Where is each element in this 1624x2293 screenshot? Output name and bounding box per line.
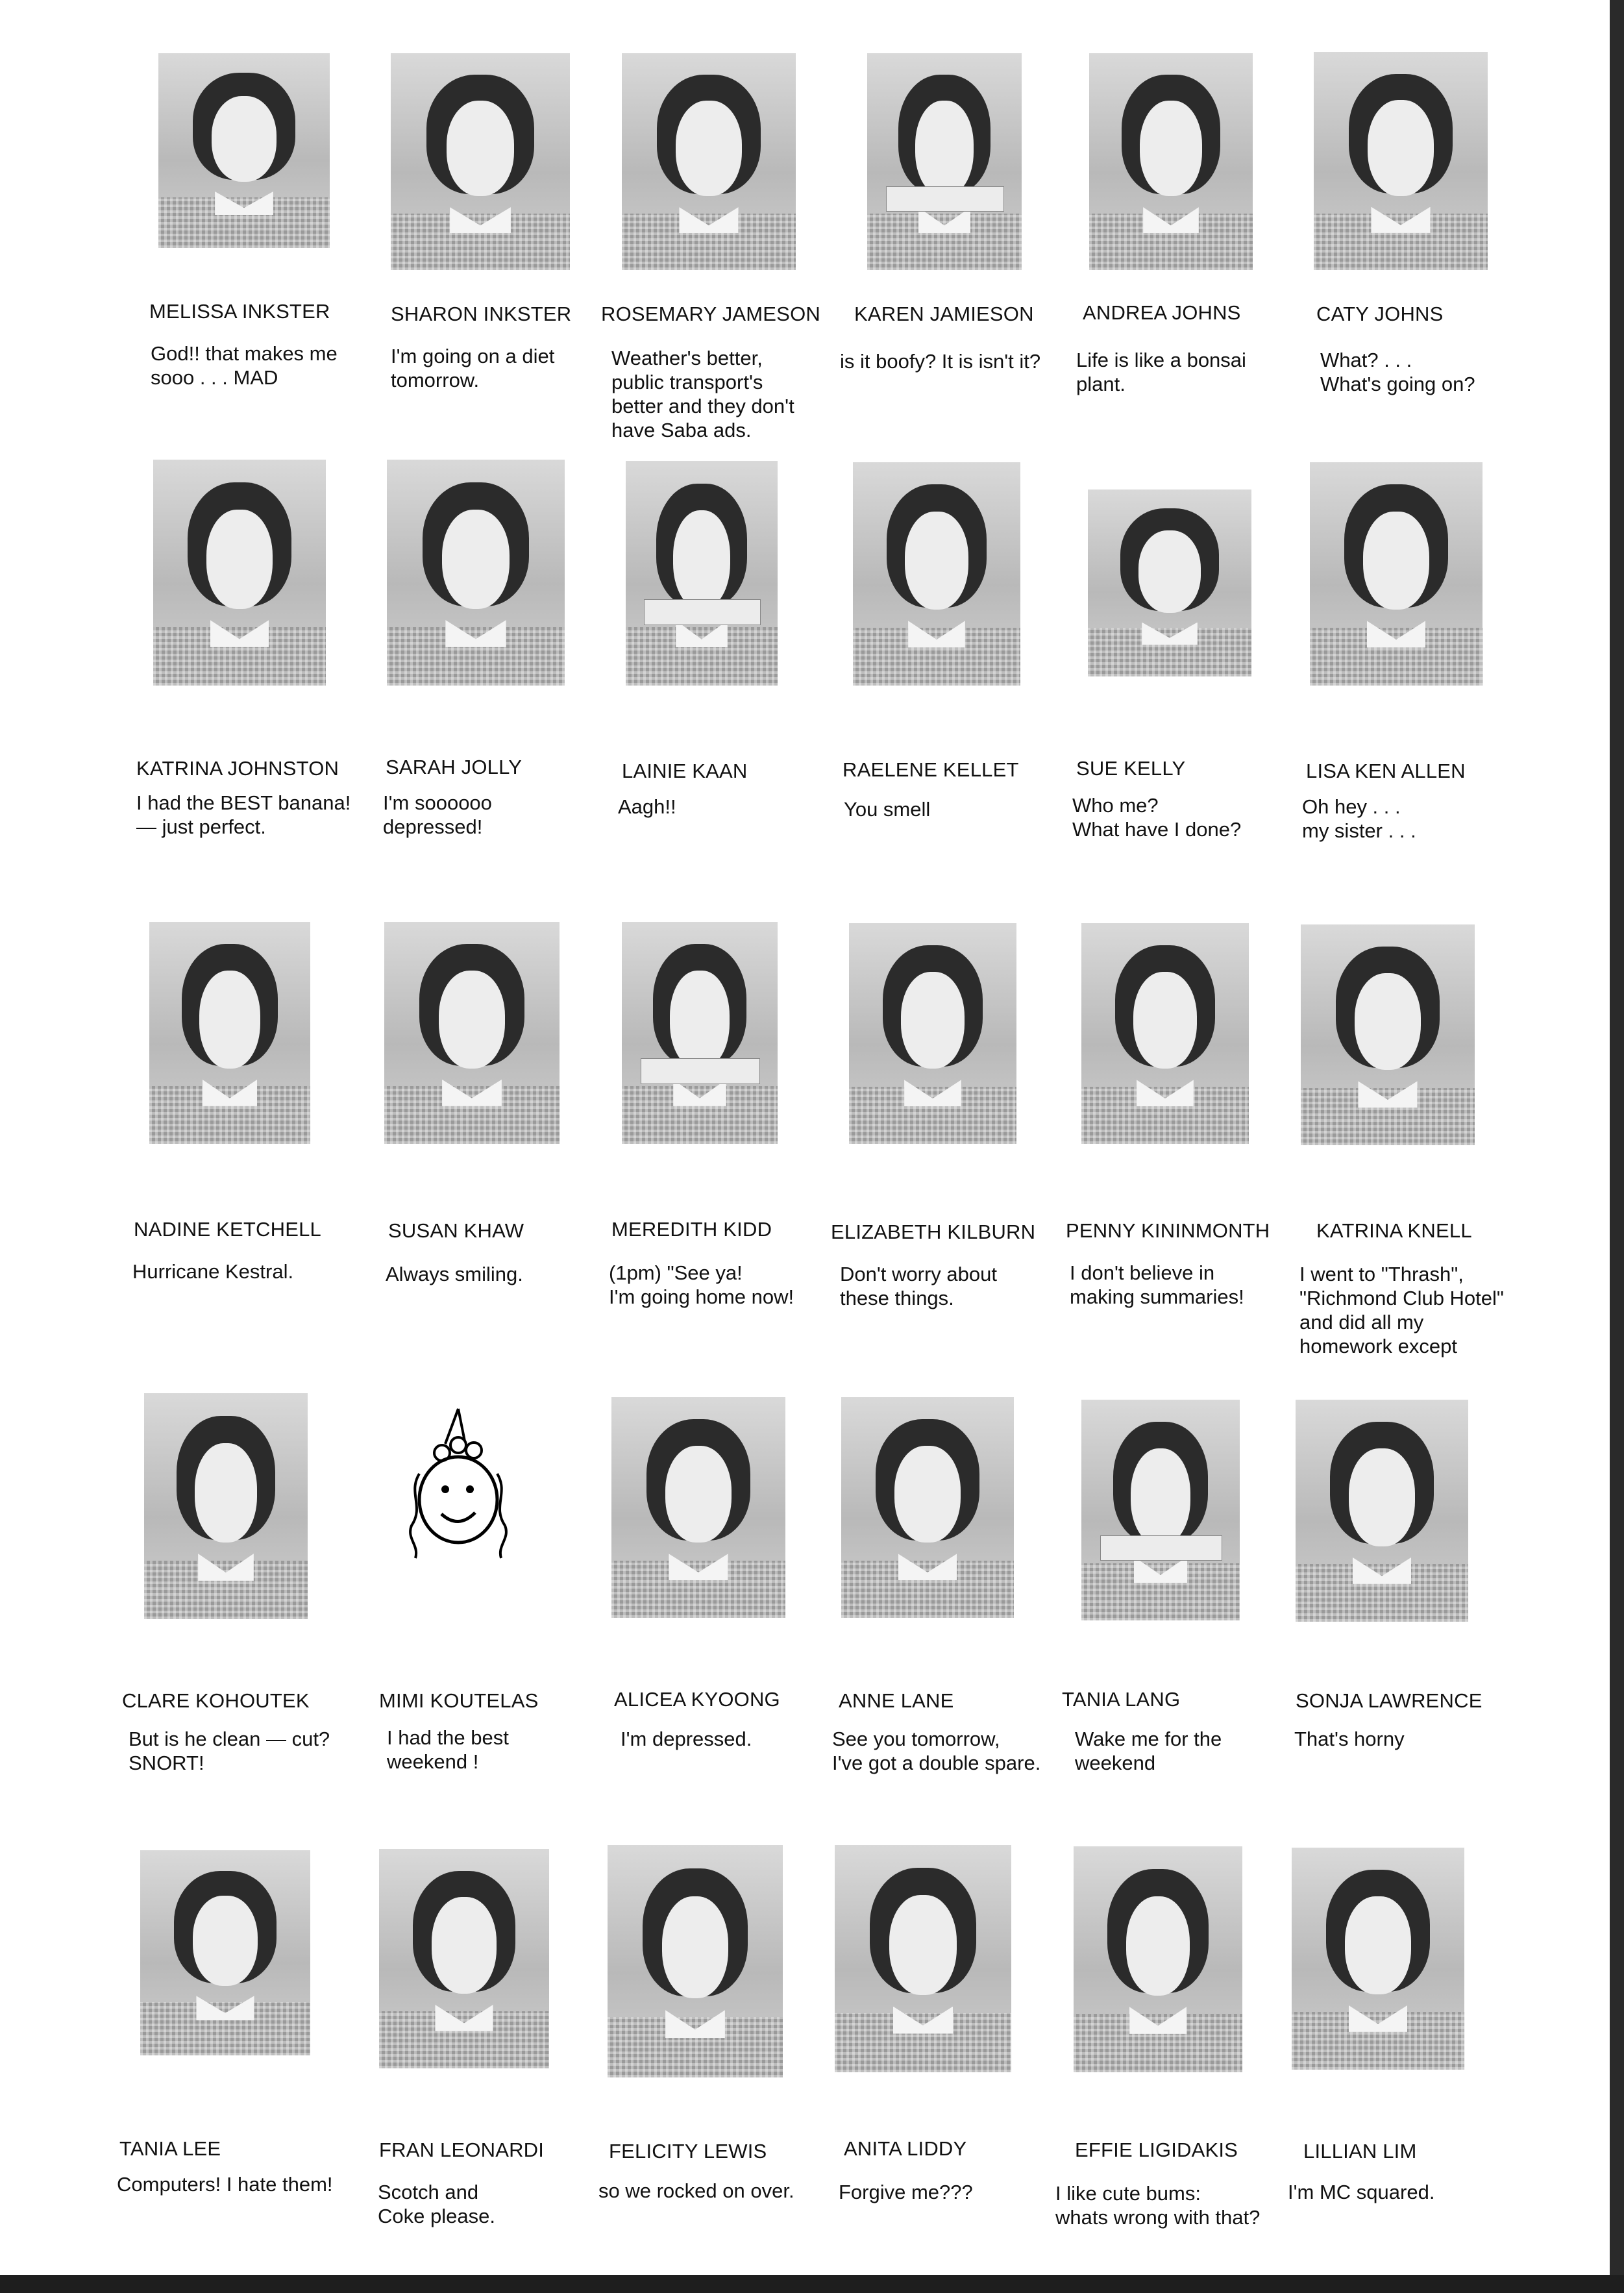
student-photo (626, 461, 778, 686)
student-name: SUE KELLY (1076, 757, 1186, 780)
student-photo (867, 53, 1022, 270)
student-name: FRAN LEONARDI (379, 2138, 545, 2161)
student-quote: Don't worry about these things. (840, 1263, 997, 1309)
student-quote: Hurricane Kestral. (132, 1260, 294, 1283)
student-name: SARAH JOLLY (386, 756, 523, 778)
student-quote: God!! that makes me sooo . . . MAD (151, 342, 338, 389)
student-quote: is it boofy? It is isn't it? (840, 350, 1041, 373)
student-name: TANIA LANG (1062, 1688, 1181, 1711)
student-quote: (1pm) "See ya! I'm going home now! (609, 1261, 794, 1308)
student-quote: Life is like a bonsai plant. (1076, 349, 1246, 395)
student-quote: I had the BEST banana! — just perfect. (136, 791, 351, 838)
student-quote: I went to "Thrash", "Richmond Club Hotel" and did all my homework except (1299, 1263, 1504, 1357)
student-quote: Always smiling. (386, 1263, 523, 1285)
student-name: FELICITY LEWIS (609, 2140, 767, 2163)
student-photo (158, 53, 330, 248)
student-name: MIMI KOUTELAS (379, 1689, 539, 1712)
student-name: PENNY KININMONTH (1066, 1219, 1270, 1242)
student-name: KAREN JAMIESON (854, 303, 1034, 325)
student-name: SUSAN KHAW (388, 1219, 524, 1242)
student-name: SONJA LAWRENCE (1296, 1689, 1483, 1712)
student-quote: I had the best weekend ! (387, 1726, 509, 1773)
student-name: RAELENE KELLET (843, 758, 1019, 781)
student-quote: I don't believe in making summaries! (1070, 1261, 1244, 1308)
student-name: MEREDITH KIDD (611, 1218, 772, 1241)
student-photo (1088, 490, 1251, 676)
student-photo (622, 922, 778, 1144)
student-name: EFFIE LIGIDAKIS (1075, 2138, 1238, 2161)
student-quote: What? . . . What's going on? (1320, 349, 1475, 395)
student-quote: I'm going on a diet tomorrow. (391, 345, 555, 391)
student-quote: I like cute bums: whats wrong with that? (1055, 2182, 1261, 2229)
student-photo (1081, 1400, 1240, 1620)
student-quote: Computers! I hate them! (117, 2173, 333, 2196)
student-photo (853, 462, 1020, 686)
student-photo (841, 1397, 1014, 1618)
student-photo (387, 460, 565, 686)
student-photo (608, 1845, 783, 2077)
student-quote: Who me? What have I done? (1072, 794, 1242, 841)
student-name: ANDREA JOHNS (1083, 301, 1241, 324)
smiley-face-drawing-icon (393, 1402, 523, 1574)
student-name: ROSEMARY JAMESON (601, 303, 820, 325)
student-photo (611, 1397, 785, 1618)
student-name: ANNE LANE (839, 1689, 954, 1712)
student-quote: Aagh!! (618, 795, 676, 818)
student-quote: That's horny (1294, 1728, 1405, 1750)
student-photo (1314, 52, 1488, 270)
student-name: SHARON INKSTER (391, 303, 572, 325)
student-photo (1296, 1400, 1468, 1622)
student-photo (849, 923, 1016, 1144)
student-quote: Wake me for the weekend (1075, 1728, 1222, 1774)
student-photo (1074, 1846, 1242, 2072)
student-name: CATY JOHNS (1316, 303, 1444, 325)
student-photo (391, 53, 570, 270)
page-bottom-edge (0, 2275, 1624, 2293)
student-quote: Weather's better, public transport's better and they don't have Saba ads. (611, 347, 794, 441)
student-quote: Oh hey . . . my sister . . . (1302, 795, 1416, 842)
student-name: ANITA LIDDY (844, 2137, 967, 2160)
student-name: LAINIE KAAN (622, 760, 748, 782)
student-name: TANIA LEE (119, 2137, 221, 2160)
student-photo (384, 922, 560, 1144)
student-name: MELISSA INKSTER (149, 300, 330, 323)
student-quote: so we rocked on over. (598, 2179, 794, 2202)
student-quote: You smell (844, 798, 931, 821)
student-photo (140, 1850, 310, 2055)
student-name: ELIZABETH KILBURN (831, 1221, 1036, 1243)
student-photo (1081, 923, 1249, 1144)
student-drawing (393, 1402, 523, 1574)
student-quote: I'm depressed. (621, 1728, 752, 1750)
student-quote: Scotch and Coke please. (378, 2181, 495, 2227)
student-name: LILLIAN LIM (1303, 2140, 1417, 2163)
page-edge (1610, 0, 1624, 2293)
student-photo (835, 1845, 1011, 2072)
student-quote: But is he clean — cut? SNORT! (129, 1728, 330, 1774)
student-photo (153, 460, 326, 686)
student-photo (1301, 924, 1475, 1145)
student-name: KATRINA KNELL (1316, 1219, 1472, 1242)
student-photo (1292, 1848, 1464, 2070)
student-photo (149, 922, 310, 1144)
student-photo (144, 1393, 308, 1619)
student-photo (379, 1849, 549, 2068)
student-photo (1310, 462, 1483, 686)
student-quote: See you tomorrow, I've got a double spare. (832, 1728, 1041, 1774)
student-photo (622, 53, 796, 270)
student-name: NADINE KETCHELL (134, 1218, 321, 1241)
student-name: LISA KEN ALLEN (1306, 760, 1466, 782)
student-quote: I'm soooooo depressed! (383, 791, 492, 838)
student-quote: Forgive me??? (839, 2181, 973, 2203)
student-quote: I'm MC squared. (1288, 2181, 1435, 2203)
student-name: KATRINA JOHNSTON (136, 757, 339, 780)
student-photo (1089, 53, 1253, 270)
student-name: CLARE KOHOUTEK (122, 1689, 310, 1712)
student-name: ALICEA KYOONG (614, 1688, 780, 1711)
